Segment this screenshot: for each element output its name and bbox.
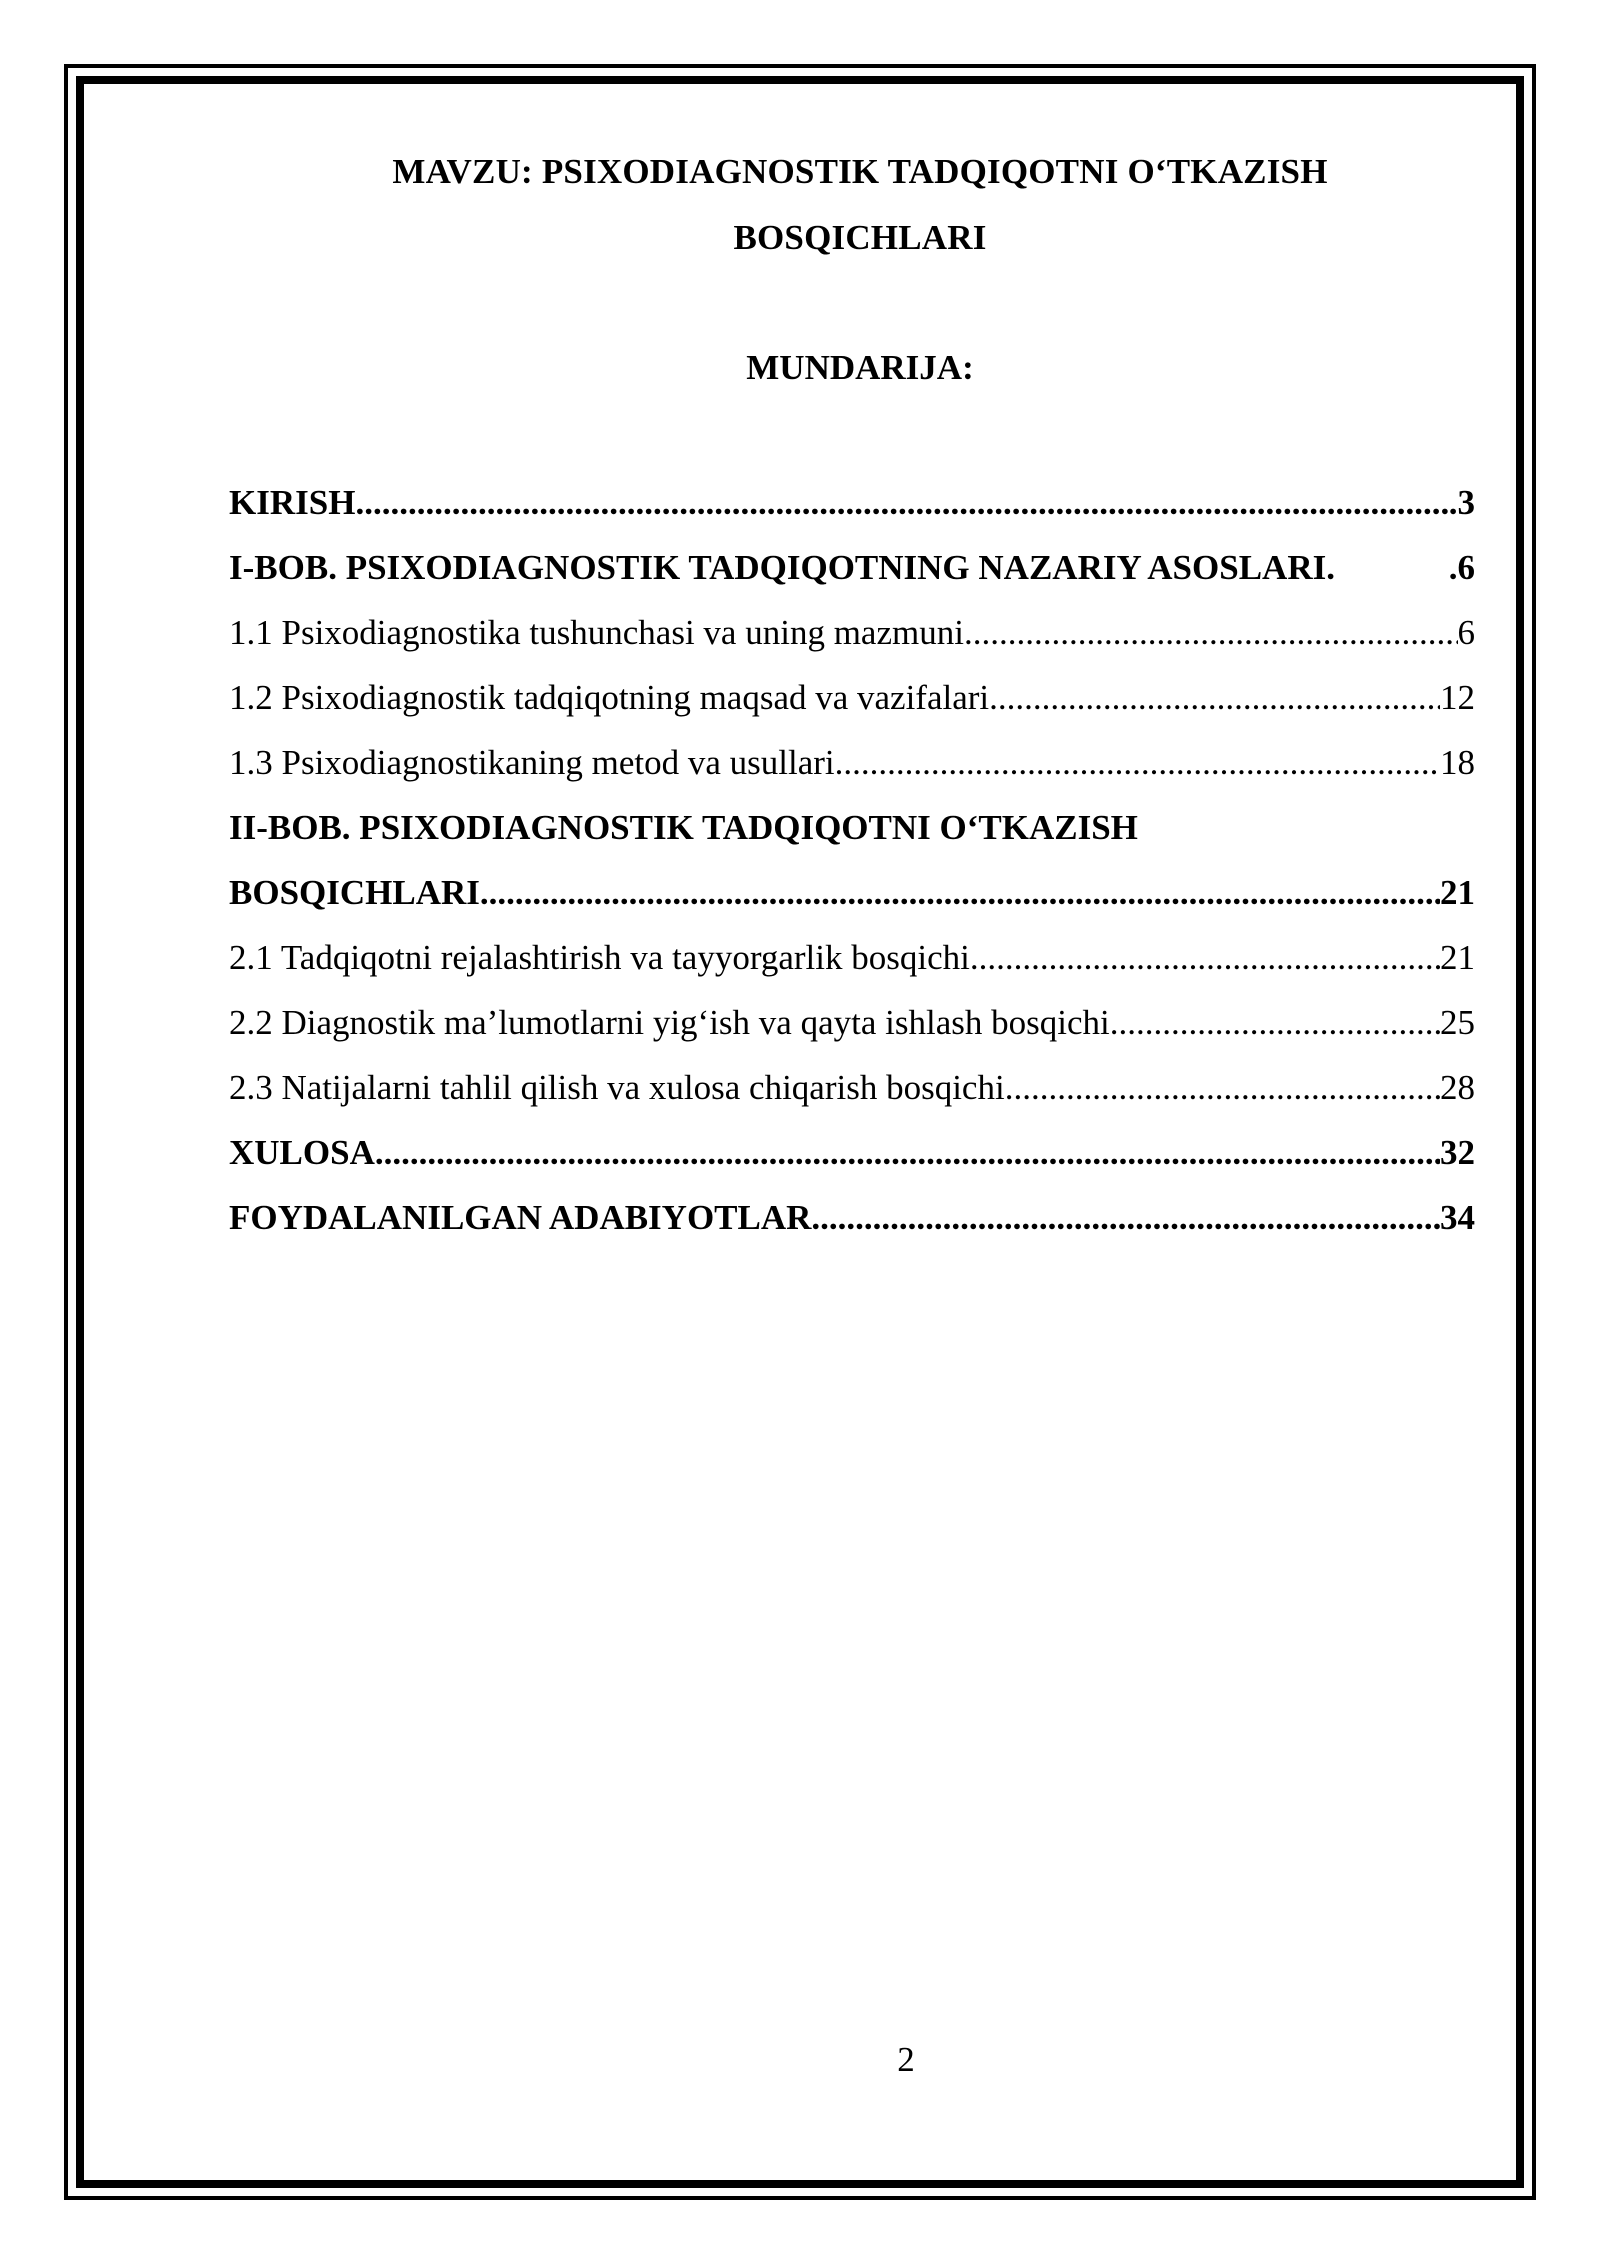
page-number: 2	[897, 2040, 915, 2079]
toc-entry[interactable]	[229, 1120, 1475, 1185]
toc-entry-line	[229, 535, 1475, 600]
toc-entry-label: 2.2 Diagnostik ma’lumotlarni yig‘ish va qayta ishlash bosqichi	[229, 1003, 1110, 1042]
toc-entry-page: 21	[1440, 873, 1475, 912]
toc-leader-dots	[1110, 990, 1440, 1055]
toc-entry[interactable]	[229, 470, 1475, 535]
toc-entry[interactable]	[229, 1055, 1475, 1120]
toc-leader-dots	[964, 600, 1458, 665]
toc-entry-label: FOYDALANILGAN ADABIYOTLAR	[229, 1198, 812, 1237]
toc-entry-page: .3	[1448, 483, 1475, 522]
toc-entry-label: 2.3 Natijalarni tahlil qilish va xulosa chiqarish bosqichi	[229, 1068, 1005, 1107]
toc-leader-dots	[375, 1120, 1440, 1185]
table-of-contents	[229, 470, 1475, 1250]
toc-entry-label: XULOSA	[229, 1133, 375, 1172]
toc-entry-page: 21	[1440, 938, 1475, 977]
toc-entry-page: .6	[1448, 548, 1475, 587]
toc-entry[interactable]	[229, 990, 1475, 1055]
toc-entry-line	[229, 600, 1475, 665]
toc-entry-line	[229, 1055, 1475, 1120]
contents-heading: MUNDARIJA:	[746, 348, 974, 387]
toc-entry[interactable]	[229, 535, 1475, 600]
toc-leader-dots	[989, 665, 1440, 730]
toc-entry-label: 2.1 Tadqiqotni rejalashtirish va tayyorgarlik bosqichi	[229, 938, 970, 977]
toc-entry-label: 1.3 Psixodiagnostikaning metod va usullari	[229, 743, 835, 782]
toc-entry-label: I-BOB. PSIXODIAGNOSTIK TADQIQOTNING NAZARIY ASOSLARI.	[229, 548, 1335, 587]
toc-entry-label: II-BOB. PSIXODIAGNOSTIK TADQIQOTNI O‘TKAZISH	[229, 808, 1138, 847]
toc-entry-line	[229, 795, 1475, 860]
toc-leader-dots	[811, 1185, 1440, 1250]
toc-entry-page: 25	[1440, 1003, 1475, 1042]
toc-leader-dots	[480, 860, 1440, 925]
toc-entry[interactable]	[229, 925, 1475, 990]
toc-entry-line	[229, 860, 1475, 925]
toc-entry[interactable]	[229, 665, 1475, 730]
document-title-line-1: MAVZU: PSIXODIAGNOSTIK TADQIQOTNI O‘TKAZISH	[392, 152, 1328, 191]
toc-entry-page: 12	[1440, 678, 1475, 717]
toc-leader-dots	[1005, 1055, 1440, 1120]
toc-leader-dots	[970, 925, 1440, 990]
toc-entry-line	[229, 1185, 1475, 1250]
toc-entry-line	[229, 665, 1475, 730]
document-title-line-2: BOSQICHLARI	[733, 218, 987, 257]
toc-entry[interactable]	[229, 860, 1475, 925]
toc-entry-line	[229, 1120, 1475, 1185]
toc-entry-label: KIRISH	[229, 483, 356, 522]
toc-entry-page: 28	[1440, 1068, 1475, 1107]
toc-entry-line	[229, 925, 1475, 990]
toc-entry-line	[229, 470, 1475, 535]
toc-entry-page: 6	[1457, 613, 1475, 652]
toc-entry-label: 1.1 Psixodiagnostika tushunchasi va uning mazmuni	[229, 613, 964, 652]
toc-leader-dots	[835, 730, 1440, 795]
toc-entry-page: 18	[1440, 743, 1475, 782]
toc-entry[interactable]	[229, 1185, 1475, 1250]
toc-entry-page: 32	[1440, 1133, 1475, 1172]
toc-entry-page: 34	[1440, 1198, 1475, 1237]
toc-entry-label: 1.2 Psixodiagnostik tadqiqotning maqsad va vazifalari	[229, 678, 990, 717]
toc-entry-line	[229, 990, 1475, 1055]
toc-entry-label: BOSQICHLARI	[229, 873, 480, 912]
toc-entry[interactable]	[229, 795, 1475, 860]
toc-entry[interactable]	[229, 600, 1475, 665]
toc-entry[interactable]	[229, 730, 1475, 795]
toc-entry-line	[229, 730, 1475, 795]
toc-leader-dots	[355, 470, 1448, 535]
